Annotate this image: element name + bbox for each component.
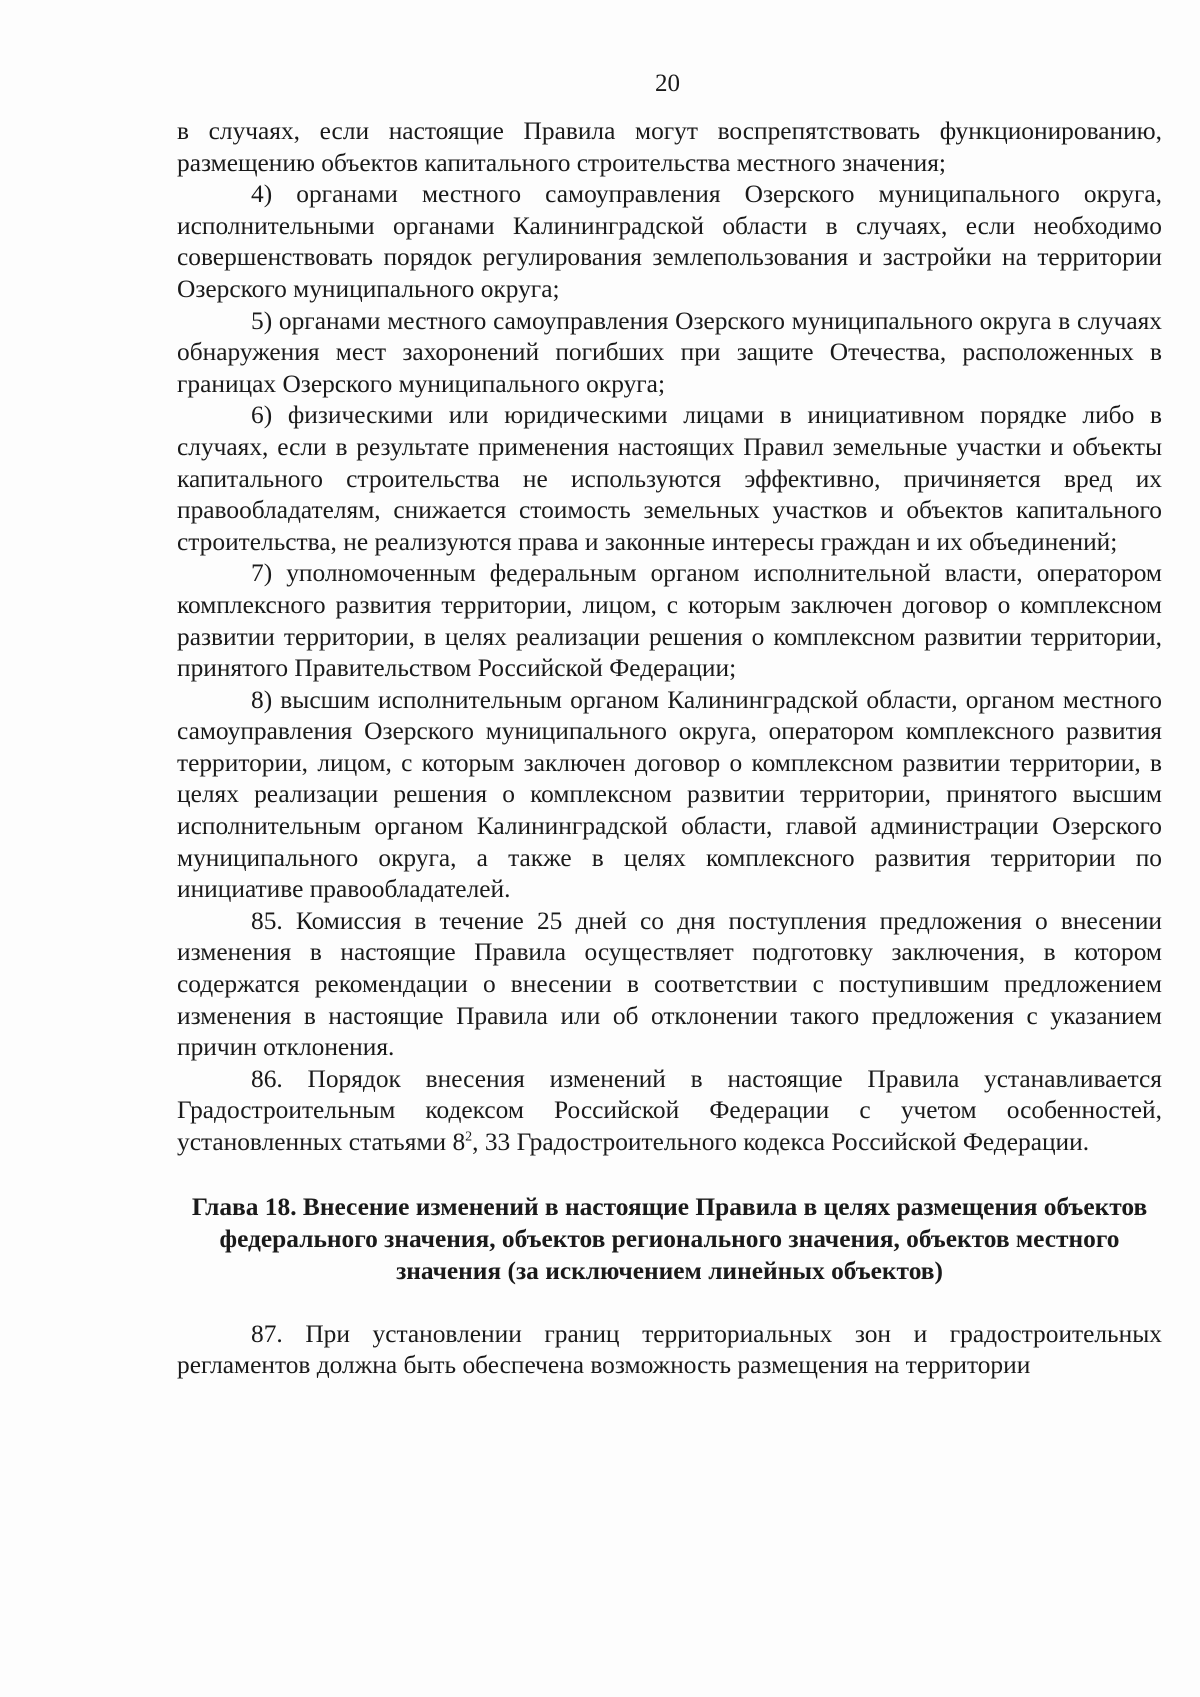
paragraph-item-7: 7) уполномоченным федеральным органом исполнительной власти, оператором комплексного развития территории, лицом, с которым заключен договор о комплексном развитии территории, в целях реализации решения о комплексном развитии территории, принятого Правительством Российской Федерации; xyxy=(177,559,1162,683)
chapter-heading: Глава 18. Внесение изменений в настоящие Правила в целях размещения объектов федерального значения, объектов регионального значения, объектов местного значения (за исключением линейных объектов) xyxy=(191,1192,1148,1285)
paragraph-item-8: 8) высшим исполнительным органом Калининградской области, органом местного самоуправления Озерского муниципального округа, оператором комплексного развития территории, лицом, с которым заключен договор о комплексном развитии территории, в целях реализации решения о комплексном развитии территории, принятого высшим исполнительным органом Калининградской области, главой администрации Озерского муниципального округа, а также в целях комплексного развития территории по инициативе правообладателей. xyxy=(177,685,1162,904)
paragraph-item-5: 5) органами местного самоуправления Озерского муниципального округа в случаях обнаружения мест захоронений погибших при защите Отечества, расположенных в границах Озерского муниципального округа; xyxy=(177,306,1162,398)
paragraph-item-6: 6) физическими или юридическими лицами в инициативном порядке либо в случаях, если в результате применения настоящих Правил земельные участки и объекты капитального строительства не используются эффективно, причиняется вред их правообладателям, снижается стоимость земельных участков и объектов капитального строительства, не реализуются права и законные интересы граждан и их объединений; xyxy=(177,401,1162,556)
document-body xyxy=(177,116,1162,1382)
superscript: 2 xyxy=(465,1129,473,1145)
paragraph-86 xyxy=(177,1064,1162,1159)
paragraph-86-text: 86. Порядок внесения изменений в настоящие Правила устанавливается Градостроительным кодексом Российской Федерации с учетом особенностей, установленных статьями 8 xyxy=(177,1064,1162,1156)
paragraph-86-text-end: , 33 Градостроительного кодекса Российской Федерации. xyxy=(472,1128,1090,1156)
paragraph-continuation: в случаях, если настоящие Правила могут воспрепятствовать функционированию, размещению объектов капитального строительства местного значения; xyxy=(177,117,1162,177)
paragraph-item-4: 4) органами местного самоуправления Озерского муниципального округа, исполнительными органами Калининградской области в случаях, если необходимо совершенствовать порядок регулирования землепользования и застройки на территории Озерского муниципального округа; xyxy=(177,180,1162,303)
page-number: 20 xyxy=(655,70,680,97)
paragraph-87: 87. При установлении границ территориальных зон и градостроительных регламентов должна быть обеспечена возможность размещения на территории xyxy=(177,1319,1162,1380)
paragraph-85: 85. Комиссия в течение 25 дней со дня поступления предложения о внесении изменения в настоящие Правила осуществляет подготовку заключения, в котором содержатся рекомендации о внесении в соответствии с поступившим предложением изменения в настоящие Правила или об отклонении такого предложения с указанием причин отклонения. xyxy=(177,906,1162,1062)
